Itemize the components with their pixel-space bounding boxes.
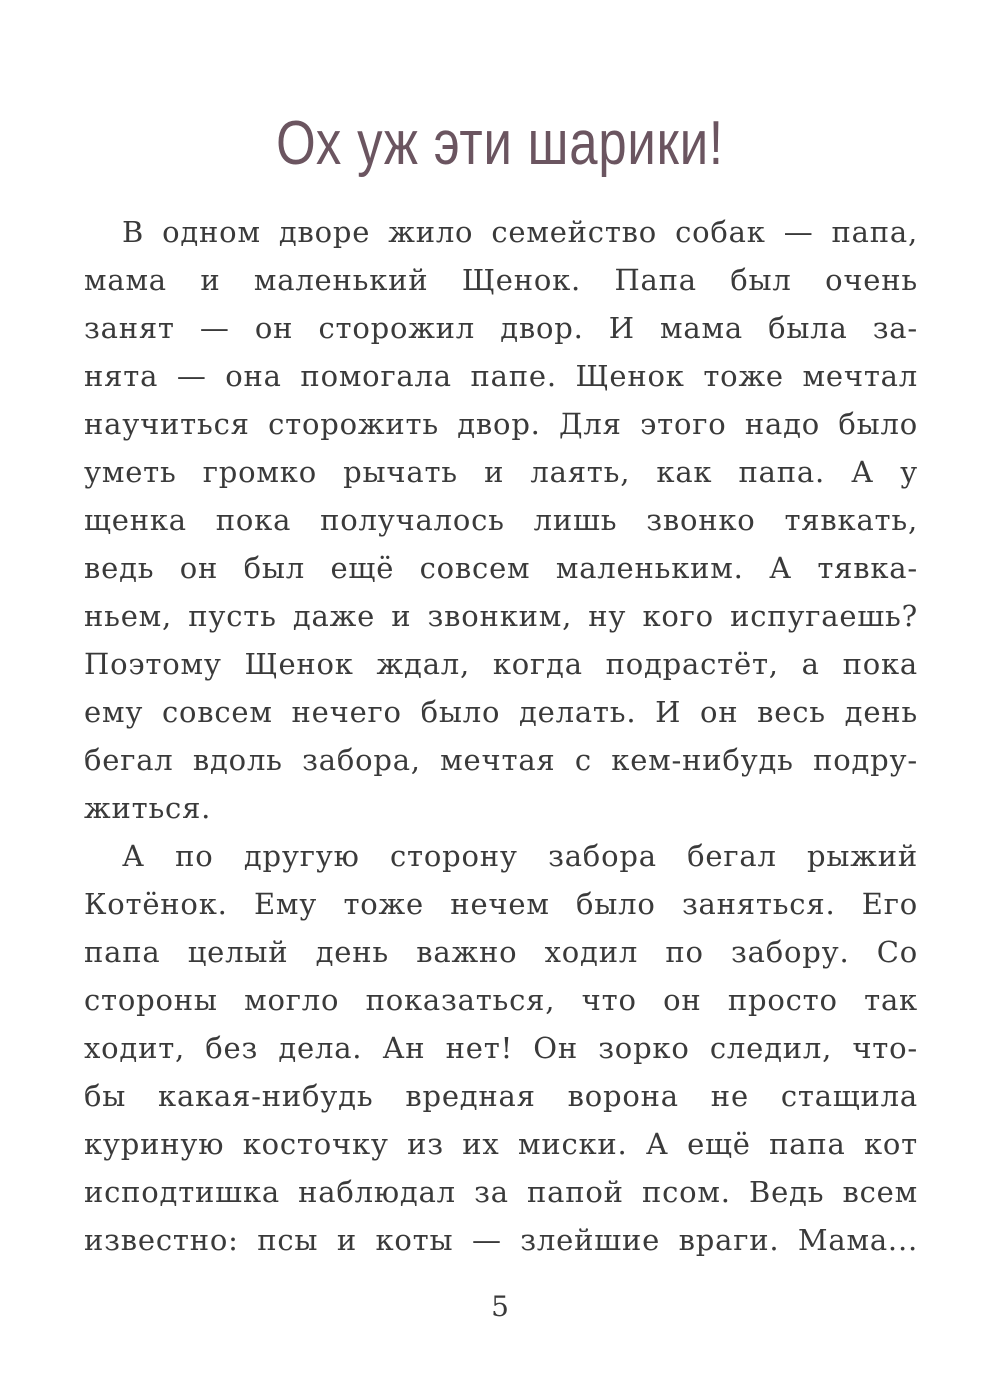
text-line: папа целый день важно ходил по забору. Со <box>84 935 918 969</box>
text-line: известно: псы и коты — злейшие враги. Мама... <box>84 1223 918 1257</box>
chapter-title: Ох уж эти шарики! <box>276 109 724 178</box>
text-line: мама и маленький Щенок. Папа был очень <box>84 263 918 297</box>
text-line: щенка пока получалось лишь звонко тявкать, <box>84 503 918 537</box>
text-line: ньем, пусть даже и звонким, ну кого испугаешь? <box>84 599 918 633</box>
text-line: бы какая-нибудь вредная ворона не стащила <box>84 1079 918 1113</box>
text-line: В одном дворе жило семейство собак — папа, <box>122 215 918 249</box>
text-line: ведь он был ещё совсем маленьким. А тявка- <box>84 551 918 585</box>
body-text <box>84 208 918 1264</box>
page-number: 5 <box>491 1290 509 1323</box>
text-line: нята — она помогала папе. Щенок тоже мечтал <box>84 359 918 393</box>
text-line: ходит, без дела. Ан нет! Он зорко следил, что- <box>84 1031 918 1065</box>
text-line: бегал вдоль забора, мечтая с кем-нибудь подру- <box>84 743 918 777</box>
paragraph <box>84 208 918 832</box>
text-line: уметь громко рычать и лаять, как папа. А у <box>84 455 918 489</box>
text-line: стороны могло показаться, что он просто так <box>84 983 918 1017</box>
text-line: исподтишка наблюдал за папой псом. Ведь всем <box>84 1175 918 1209</box>
paragraph <box>84 832 918 1264</box>
text-line: ему совсем нечего было делать. И он весь день <box>84 695 918 729</box>
text-line: житься. <box>84 791 212 825</box>
text-line: А по другую сторону забора бегал рыжий <box>122 839 918 873</box>
text-line: занят — он сторожил двор. И мама была за- <box>84 311 918 345</box>
text-line: научиться сторожить двор. Для этого надо было <box>84 407 918 441</box>
text-line: куриную косточку из их миски. А ещё папа кот <box>84 1127 918 1161</box>
text-line: Котёнок. Ему тоже нечем было заняться. Его <box>84 887 918 921</box>
text-line: Поэтому Щенок ждал, когда подрастёт, а пока <box>84 647 918 681</box>
